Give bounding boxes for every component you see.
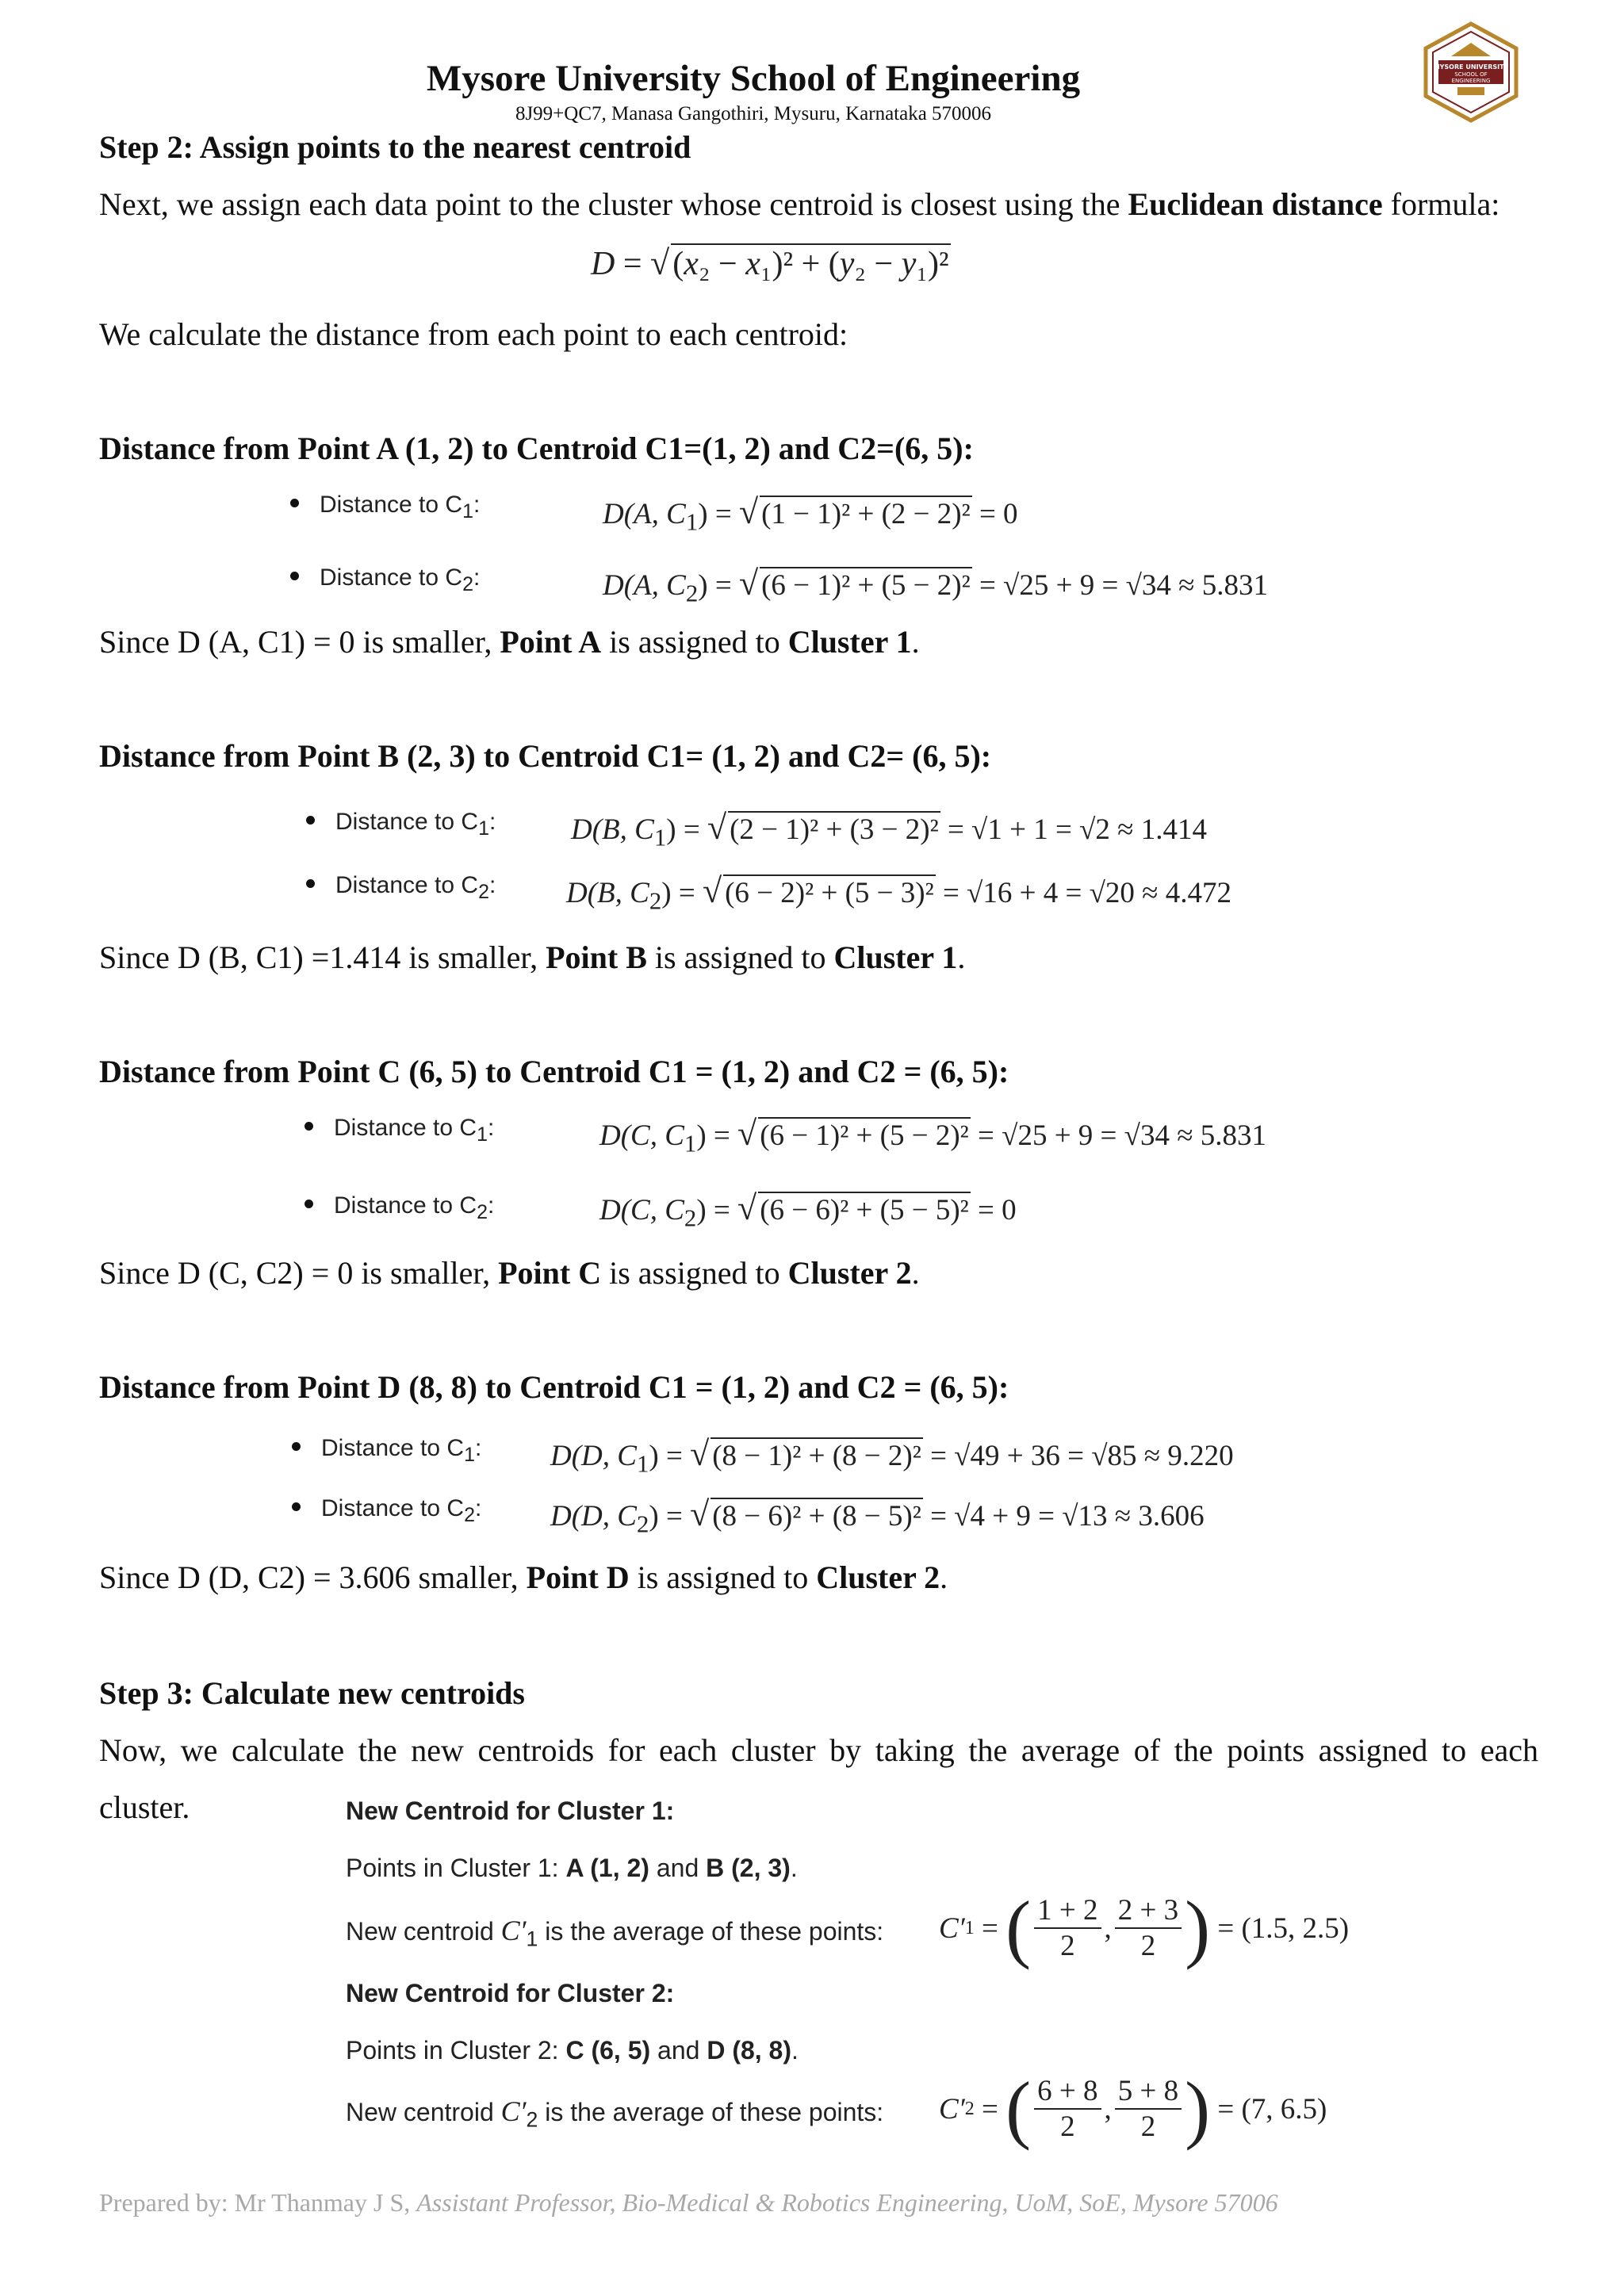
- cluster1-average-text: New centroid $C'_1$ is the average of these points:: [346, 1915, 884, 1951]
- point-c-bullet-c1: Distance to $C_1$:: [304, 1115, 494, 1146]
- bullet-dot: [292, 1442, 301, 1451]
- university-logo: [1419, 21, 1522, 124]
- cluster1-points: Points in Cluster 1: A (1, 2) and B (2, 3).: [346, 1854, 798, 1882]
- point-b-bullet-c1: Distance to $C_1$:: [306, 809, 496, 840]
- point-b-eq-c2: D(B, $C_2$) = √ (6 − 2)² + (5 − 3)² = √16 + 4 = √20 ≈ 4.472: [566, 871, 1231, 915]
- svg-text:MYSORE UNIVERSITY: MYSORE UNIVERSITY: [1433, 63, 1509, 71]
- fraction-y: $\frac{2 + 3}{2}$: [1115, 1893, 1182, 1963]
- cluster2-average-text: New centroid $C'_2$ is the average of these points:: [346, 2095, 884, 2132]
- svg-text:ENGINEERING: ENGINEERING: [1451, 78, 1491, 84]
- step3-heading: Step 3: Calculate new centroids: [99, 1675, 525, 1711]
- point-a-bullet-c2: Distance to $C_2$:: [290, 564, 480, 596]
- point-a-bullet-c1: Distance to $C_1$:: [290, 492, 480, 523]
- svg-text:SCHOOL OF: SCHOOL OF: [1454, 71, 1488, 78]
- point-a-eq-c2: D(A, $C_2$) = √ (6 − 1)² + (5 − 2)² = √25 + 9 = √34 ≈ 5.831: [603, 564, 1268, 607]
- point-d-eq-c2: D(D, $C_2$) = √ (8 − 6)² + (8 − 5)² = √4 + 9 = √13 ≈ 3.606: [550, 1494, 1205, 1538]
- point-d-eq-c1: D(D, $C_1$) = √ (8 − 1)² + (8 − 2)² = √49 + 36 = √85 ≈ 9.220: [550, 1434, 1234, 1478]
- point-a-eq-c1: D(A, $C_1$) = √ (1 − 1)² + (2 − 2)² = 0: [603, 492, 1018, 536]
- point-c-eq-c1: D(C, $C_1$) = √ (6 − 1)² + (5 − 2)² = √25 + 9 = √34 ≈ 5.831: [599, 1114, 1267, 1158]
- step2-heading: Step 2: Assign points to the nearest centroid: [99, 129, 691, 165]
- cluster2-points: Points in Cluster 2: C (6, 5) and D (8, 8).: [346, 2036, 799, 2064]
- point-d-bullet-c2: Distance to $C_2$:: [292, 1495, 481, 1527]
- step3-intro-line2: cluster.: [99, 1789, 190, 1825]
- point-d-bullet-c1: Distance to $C_1$:: [292, 1435, 481, 1467]
- point-c-heading: Distance from Point C (6, 5) to Centroid C1 = (1, 2) and C2 = (6, 5):: [99, 1054, 1009, 1089]
- point-c-bullet-c2: Distance to $C_2$:: [304, 1192, 494, 1224]
- step3-intro-line1: Now, we calculate the new centroids for each cluster by taking the average of the points assigned to each: [99, 1732, 1538, 1768]
- calc-line: We calculate the distance from each point to each centroid:: [99, 316, 848, 352]
- bullet-dot: [304, 1122, 313, 1131]
- institution-address: 8J99+QC7, Manasa Gangothiri, Mysuru, Karnataka 570006: [515, 103, 992, 124]
- bullet-dot: [290, 499, 299, 507]
- bullet-dot: [290, 572, 299, 580]
- fraction-y: $\frac{5 + 8}{2}$: [1115, 2074, 1182, 2144]
- point-a-heading: Distance from Point A (1, 2) to Centroid C1=(1, 2) and C2=(6, 5):: [99, 430, 974, 466]
- point-c-conclusion: Since D (C, C2) = 0 is smaller, Point C is assigned to Cluster 2.: [99, 1255, 920, 1291]
- page-footer: Prepared by: Mr Thanmay J S, Assistant Professor, Bio-Medical & Robotics Engineering, UoM, SoE, Mysore 57006: [99, 2188, 1278, 2217]
- point-b-conclusion: Since D (B, C1) =1.414 is smaller, Point B is assigned to Cluster 1.: [99, 939, 966, 975]
- point-b-eq-c1: D(B, $C_1$) = √ (2 − 1)² + (3 − 2)² = √1 + 1 = √2 ≈ 1.414: [571, 808, 1207, 851]
- point-b-bullet-c2: Distance to $C_2$:: [306, 872, 496, 904]
- point-c-eq-c2: D(C, $C_2$) = √ (6 − 6)² + (5 − 5)² = 0: [599, 1188, 1017, 1232]
- bullet-dot: [292, 1502, 301, 1511]
- bullet-dot: [306, 879, 315, 888]
- cluster1-heading: New Centroid for Cluster 1:: [346, 1797, 675, 1825]
- cluster2-centroid-formula: C′ 2 = ( $\frac{6 + 8}{2}$ , $\frac{5 + 8}{2}$ ) = (7, 6.5): [939, 2066, 1327, 2151]
- euclidean-formula: D = √(x₂ − x₁)² + (y₂ − y₁)²: [591, 243, 949, 282]
- point-d-heading: Distance from Point D (8, 8) to Centroid C1 = (1, 2) and C2 = (6, 5):: [99, 1369, 1009, 1405]
- step2-intro: Next, we assign each data point to the cluster whose centroid is closest using the Euclidean distance formula:: [99, 186, 1500, 222]
- point-b-heading: Distance from Point B (2, 3) to Centroid C1= (1, 2) and C2= (6, 5):: [99, 738, 992, 774]
- fraction-x: $\frac{6 + 8}{2}$: [1034, 2074, 1101, 2144]
- bullet-dot: [304, 1200, 313, 1208]
- point-d-conclusion: Since D (D, C2) = 3.606 smaller, Point D is assigned to Cluster 2.: [99, 1559, 948, 1595]
- bullet-dot: [306, 816, 315, 825]
- point-a-conclusion: Since D (A, C1) = 0 is smaller, Point A is assigned to Cluster 1.: [99, 624, 920, 660]
- cluster2-heading: New Centroid for Cluster 2:: [346, 1979, 675, 2007]
- page-title: Mysore University School of Engineering: [426, 58, 1081, 99]
- cluster1-centroid-formula: C′ 1 = ( $\frac{1 + 2}{2}$ , $\frac{2 + 3}{2}$ ) = (1.5, 2.5): [939, 1885, 1350, 1970]
- fraction-x: $\frac{1 + 2}{2}$: [1034, 1893, 1101, 1963]
